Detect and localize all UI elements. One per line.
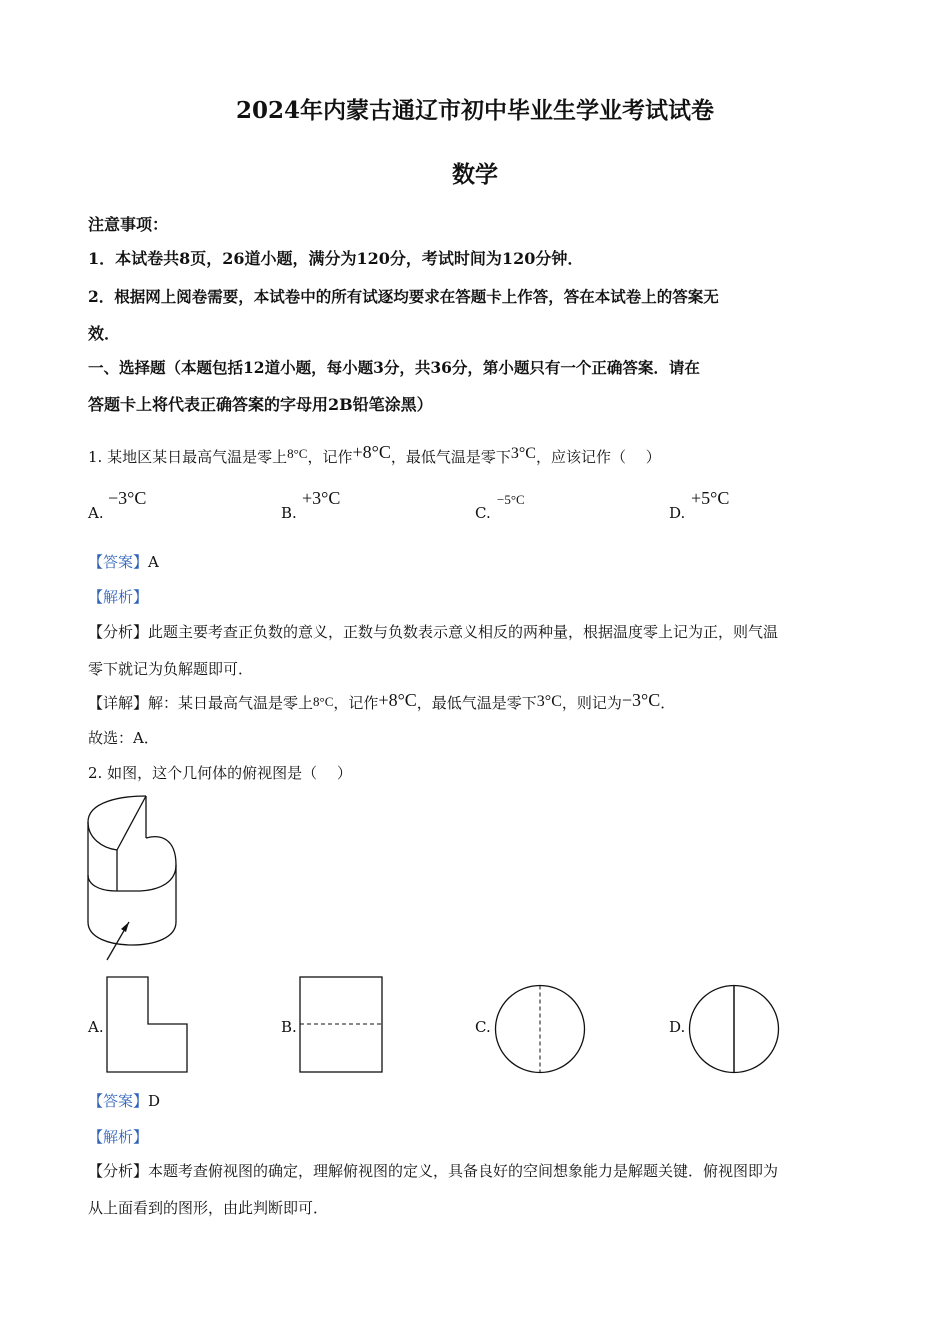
exam-title: 2024年内蒙古通辽市初中毕业生学业考试试卷 xyxy=(235,97,714,124)
q1-option-b-value: +3°C xyxy=(302,488,341,508)
fenxi-tag: 【分析】 xyxy=(88,1162,149,1180)
answer-value: A xyxy=(148,553,159,571)
q2-answer xyxy=(88,1090,160,1111)
q1-analysis-tag: 【解析】 xyxy=(88,588,149,606)
q2-analysis-tag: 【解析】 xyxy=(88,1128,149,1146)
q1-option-c-value: −5°C xyxy=(497,492,525,507)
q1-text-part: ，最低气温是零下 xyxy=(390,448,511,466)
q1-option-a-value: −3°C xyxy=(108,488,147,508)
q1-text-part: 1. 某地区某日最高气温是零上 xyxy=(88,448,288,466)
q1-text-part: ，应该记作（ ） xyxy=(535,448,661,466)
q1-fenxi xyxy=(88,621,778,642)
fenxi-text: 本题考查俯视图的确定，理解俯视图的定义，具备良好的空间想象能力是解题关键．俯视图即为 xyxy=(148,1162,779,1180)
q2-option-b-figure[interactable] xyxy=(299,976,383,1073)
question-1-stem xyxy=(88,442,661,467)
answer-tag: 【答案】 xyxy=(88,553,149,571)
detail-math: 8°C xyxy=(313,694,334,709)
answer-value: D xyxy=(148,1092,161,1110)
q2-option-a-label[interactable]: A. xyxy=(88,1018,104,1036)
q2-option-c-figure[interactable] xyxy=(494,984,586,1074)
q2-option-b-label[interactable]: B. xyxy=(281,1018,297,1036)
q1-math-plus8c: +8°C xyxy=(352,442,391,462)
detail-text: ，记作 xyxy=(333,694,379,712)
q2-option-c-label[interactable]: C. xyxy=(475,1018,491,1036)
detail-text: ． xyxy=(660,694,676,712)
q1-fenxi-cont: 零下就记为负解题即可． xyxy=(88,660,254,678)
subject-title: 数学 xyxy=(452,161,498,188)
notes-item-2: 2．根据网上阅卷需要，本试卷中的所有试逐均要求在答题卡上作答，答在本试卷上的答案无 xyxy=(88,287,719,306)
notes-item-2-cont: 效． xyxy=(88,324,121,343)
geometry-solid-figure xyxy=(80,790,200,970)
q2-fenxi xyxy=(88,1160,778,1181)
question-2-stem: 2. 如图，这个几何体的俯视图是（ ） xyxy=(88,764,352,782)
q1-option-d-label[interactable]: D. xyxy=(669,504,686,522)
answer-tag: 【答案】 xyxy=(88,1092,149,1110)
q1-detail xyxy=(88,692,675,713)
fenxi-text: 此题主要考查正负数的意义，正数与负数表示意义相反的两种量，根据温度零上记为正，则气温 xyxy=(148,623,779,641)
notes-heading: 注意事项： xyxy=(88,215,169,234)
detail-math: +8°C xyxy=(378,690,417,710)
q1-math-8c: 8°C xyxy=(287,446,308,461)
section-heading: 一、选择题（本题包括12道小题，每小题3分，共36分，第小题只有一个正确答案．请在 xyxy=(88,358,700,377)
notes-item-1: 1．本试卷共8页，26道小题，满分为120分，考试时间为120分钟． xyxy=(88,249,584,268)
q1-answer xyxy=(88,551,159,572)
q1-option-d-value: +5°C xyxy=(691,488,730,508)
detail-text: 解：某日最高气温是零上 xyxy=(148,694,314,712)
q2-fenxi-cont: 从上面看到的图形，由此判断即可． xyxy=(88,1199,329,1217)
q1-option-b-label[interactable]: B. xyxy=(281,504,297,522)
q2-option-a-figure[interactable] xyxy=(106,976,188,1073)
detail-tag: 【详解】 xyxy=(88,694,149,712)
q2-option-d-figure[interactable] xyxy=(688,984,780,1074)
q1-option-c-label[interactable]: C. xyxy=(475,504,491,522)
q1-text-part: ，记作 xyxy=(307,448,353,466)
q1-math-3c: 3°C xyxy=(510,445,536,462)
q1-conclusion: 故选：A． xyxy=(88,729,159,747)
detail-math: 3°C xyxy=(536,693,562,710)
fenxi-tag: 【分析】 xyxy=(88,623,149,641)
q2-option-d-label[interactable]: D. xyxy=(669,1018,686,1036)
detail-text: ，则记为 xyxy=(561,694,622,712)
section-heading-cont: 答题卡上将代表正确答案的字母用2B铅笔涂黑） xyxy=(88,395,433,414)
detail-math: −3°C xyxy=(621,690,661,710)
detail-text: ，最低气温是零下 xyxy=(416,694,537,712)
q1-option-a-label[interactable]: A. xyxy=(88,504,104,522)
